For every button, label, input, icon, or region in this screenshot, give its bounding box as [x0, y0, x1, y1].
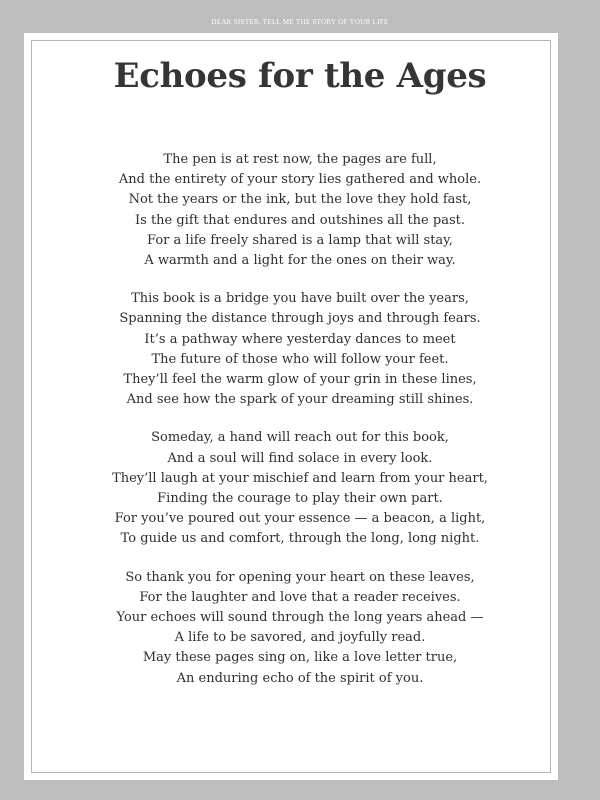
poem-line: And a soul will find solace in every look. [167, 450, 433, 466]
poem-line: They’ll feel the warm glow of your grin in these lines, [123, 372, 477, 388]
poem-line: Finding the courage to play their own part. [157, 491, 443, 507]
poem-line: May these pages sing on, like a love letter true, [142, 650, 458, 666]
poem-line: They’ll laugh at your mischief and learn from your heart, [112, 470, 488, 486]
poem-line: An enduring echo of the spirit of you. [176, 670, 424, 686]
poem-line: A life to be savored, and joyfully read. [174, 630, 426, 646]
poem-line: Your echoes will sound through the long years ahead — [116, 610, 484, 626]
poem-line: The pen is at rest now, the pages are full, [163, 152, 437, 167]
running-head: DEAR SISTER, TELL ME THE STORY OF YOUR LIFE [211, 18, 389, 26]
poem-line: A warmth and a light for the ones on their way. [144, 253, 456, 269]
poem-line: Is the gift that endures and outshines all the past. [135, 212, 465, 228]
stanza-4 [0, 568, 600, 689]
poem-line: For the laughter and love that a reader receives. [139, 589, 461, 605]
stanza-1 [0, 150, 600, 271]
page-title: Echoes for the Ages [113, 56, 487, 96]
poem-line: Someday, a hand will reach out for this book, [151, 430, 449, 446]
stanza-2 [0, 289, 600, 410]
poem-line: For a life freely shared is a lamp that will stay, [147, 232, 453, 248]
poem [0, 150, 600, 707]
poem-line: Spanning the distance through joys and through fears. [119, 311, 481, 327]
poem-line: For you’ve poured out your essence — a beacon, a light, [114, 511, 486, 527]
stanza-3 [0, 428, 600, 549]
poem-line: So thank you for opening your heart on these leaves, [125, 569, 475, 585]
poem-line: To guide us and comfort, through the long, long night. [120, 531, 480, 547]
poem-line: Not the years or the ink, but the love they hold fast, [128, 192, 472, 208]
poem-line: And see how the spark of your dreaming still shines. [126, 392, 474, 408]
poem-line: And the entirety of your story lies gathered and whole. [118, 172, 482, 188]
poem-line: The future of those who will follow your feet. [151, 351, 449, 367]
poem-line: It’s a pathway where yesterday dances to meet [144, 331, 456, 347]
poem-line: This book is a bridge you have built over the years, [131, 291, 469, 307]
